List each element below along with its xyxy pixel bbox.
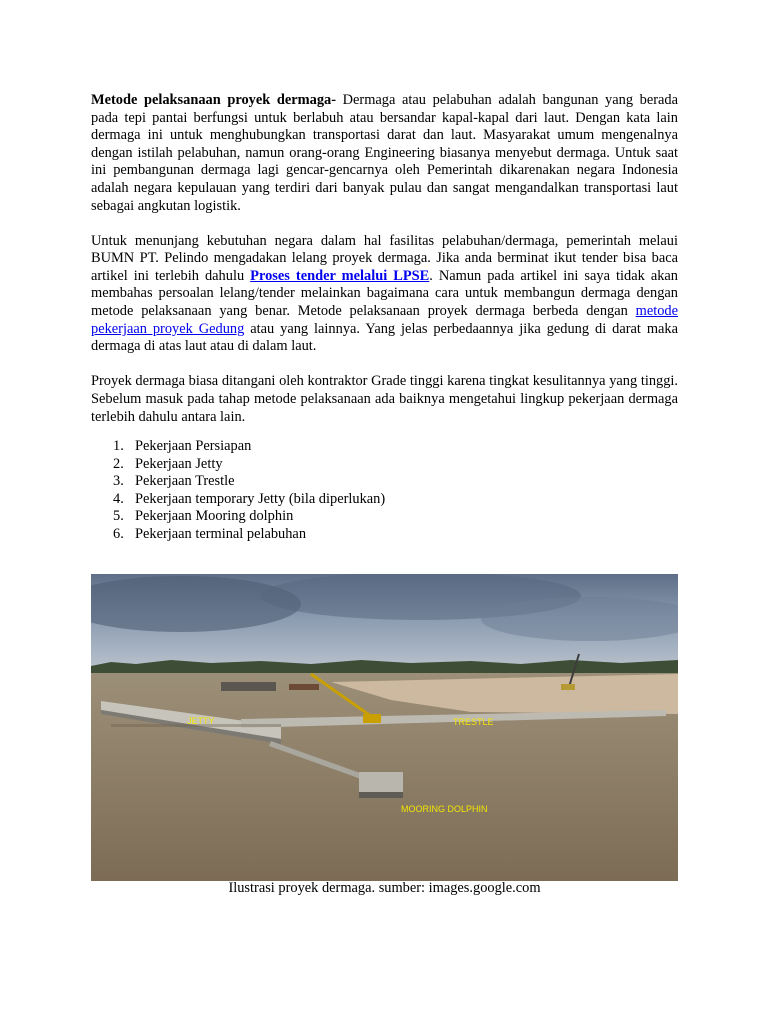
- treeline: [91, 660, 678, 674]
- paragraph-intro-text: Dermaga atau pelabuhan adalah bangunan yang berada pada tepi pantai berfungsi untuk berlabuh atau bersandar kapal-kapal dari laut. Dengan kata lain dermaga ini untuk menghubungkan transportasi darat dan laut. Masyarakat umum mengenalnya dengan istilah pelabuhan, namun orang-orang Engineering biasanya menyebut dermaga. Untuk saat ini pembangunan dermaga lagi gencar-gencarnya oleh Pemerintah dikarenakan negara Indonesia adalah negara kepulauan yang terdiri dari banyak pulau dan sangat mengandalkan transportasi laut sebagai angkutan logistik.: [91, 92, 678, 214]
- list-number: 3.: [113, 473, 124, 490]
- list-item: [113, 438, 678, 456]
- paragraph-tender-text-a: Untuk menunjang kebutuhan negara dalam hal fasilitas pelabuhan/dermaga, pemerintah melaui BUMN PT. Pelindo mengadakan lelang proyek dermaga. Jika anda berminat ikut tender bisa baca artikel ini terlebih dahulu: [91, 232, 678, 284]
- mooring-dolphin-label: MOORING DOLPHIN: [401, 804, 488, 814]
- dock-project-photo: [91, 574, 678, 881]
- trestle-label: TRESTLE: [453, 717, 494, 727]
- paragraph-tender-text-c: atau yang lainnya. Yang jelas perbedaannya jika gedung di darat maka dermaga di atas laut atau di dalam laut.: [91, 320, 678, 355]
- paragraph-tender-text-b: . Namun pada artikel ini saya tidak akan membahas persoalan lelang/tender melainkan bagaimana cara untuk membangun dermaga dengan metode pelaksanaan yang benar. Metode pelaksanaan proyek dermaga berbeda dengan: [91, 267, 678, 320]
- list-text: Pekerjaan Trestle: [135, 473, 235, 490]
- list-item: [113, 490, 678, 509]
- photo-caption: Ilustrasi proyek dermaga. sumber: images.google.com: [228, 880, 541, 896]
- list-text: Pekerjaan Jetty: [135, 455, 223, 472]
- list-number: 1.: [113, 438, 124, 455]
- scope-list: [91, 438, 678, 544]
- list-text: Pekerjaan Persiapan: [135, 438, 252, 455]
- list-item: [113, 473, 678, 491]
- list-text: Pekerjaan terminal pelabuhan: [135, 526, 307, 543]
- list-number: 2.: [113, 455, 124, 472]
- mooring-dolphin: [359, 772, 403, 792]
- paragraph-contractor: Proyek dermaga biasa ditangani oleh kontraktor Grade tinggi karena tingkat kesulitannya yang tinggi. Sebelum masuk pada tahap metode pelaksanaan ada baiknya mengetahui lingkup pekerjaan dermaga terlebih dahulu antara lain.: [91, 373, 678, 425]
- list-item: [113, 508, 678, 526]
- list-item: [113, 526, 678, 544]
- paragraph-tender: [91, 233, 678, 356]
- list-item: [113, 455, 678, 474]
- article-lead: Metode pelaksanaan proyek dermaga-: [91, 92, 337, 108]
- jetty-label: JETTY: [187, 716, 215, 726]
- list-number: 5.: [113, 508, 124, 525]
- lpse-tender-link[interactable]: Proses tender melalui LPSE: [250, 267, 430, 284]
- list-text: Pekerjaan temporary Jetty (bila diperlukan): [135, 490, 386, 507]
- list-number: 4.: [113, 490, 124, 507]
- paragraph-intro: [91, 92, 678, 215]
- list-text: Pekerjaan Mooring dolphin: [135, 508, 294, 525]
- list-number: 6.: [113, 526, 124, 543]
- building-method-link[interactable]: metode pekerjaan proyek Gedung: [91, 303, 678, 337]
- article-body: [91, 92, 678, 544]
